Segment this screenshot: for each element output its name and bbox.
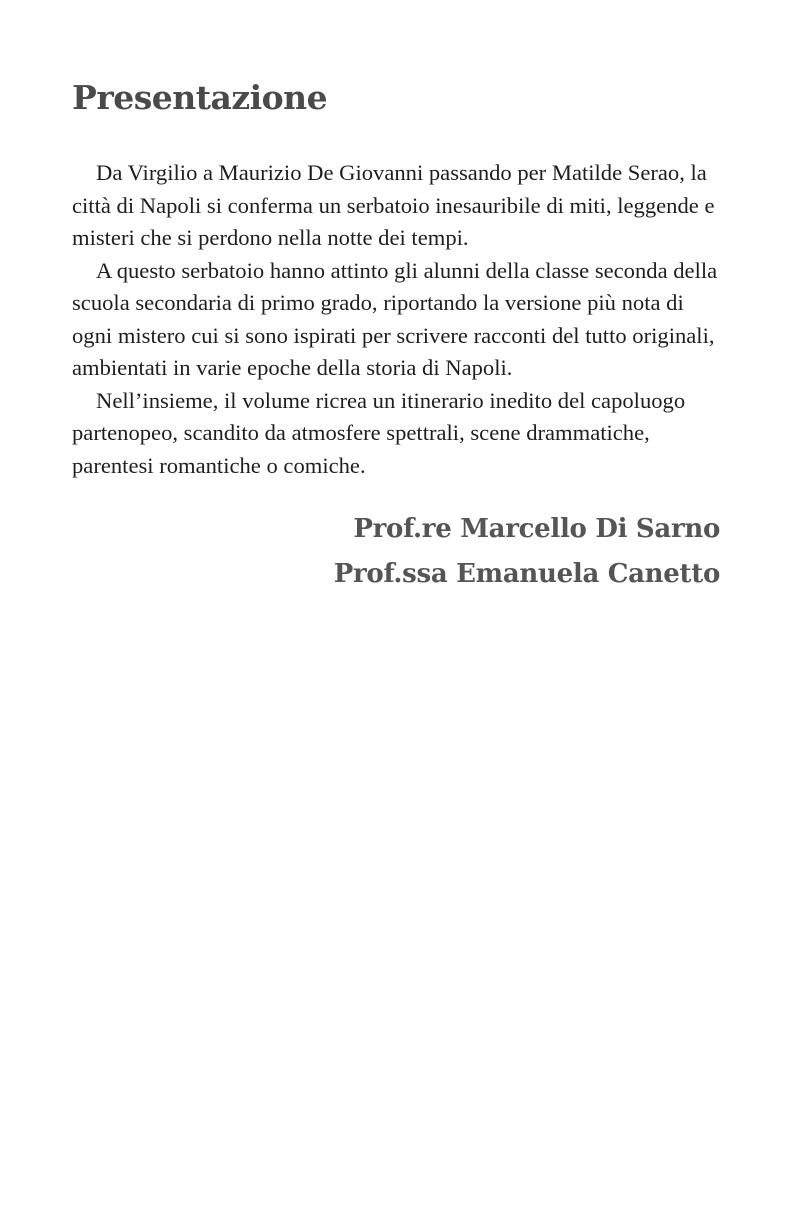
paragraph: Da Virgilio a Maurizio De Giovanni passando per Matilde Serao, la città di Napoli si conferma un serbatoio inesauribile di miti, leggende e misteri che si perdono nella notte dei tempi. — [72, 160, 715, 250]
paragraph: Nell’insieme, il volume ricrea un itinerario inedito del capoluogo partenopeo, scandito da atmosfere spettrali, scene drammatiche, parentesi romantiche o comiche. — [72, 387, 686, 478]
page-content — [72, 78, 720, 597]
page-title: Presentazione — [72, 78, 328, 117]
signature-author: Prof.ssa Emanuela Canetto — [333, 559, 720, 589]
signature-block — [72, 507, 720, 597]
presentation-body — [72, 157, 720, 482]
paragraph: A questo serbatoio hanno attinto gli alunni della classe seconda della scuola secondaria di primo grado, riportando la versione più nota di ogni mistero cui si sono ispirati per scrivere racconti del tutto originali, ambientati in varie epoche della storia di Napoli. — [72, 257, 718, 380]
signature-author: Prof.re Marcello Di Sarno — [353, 514, 720, 544]
